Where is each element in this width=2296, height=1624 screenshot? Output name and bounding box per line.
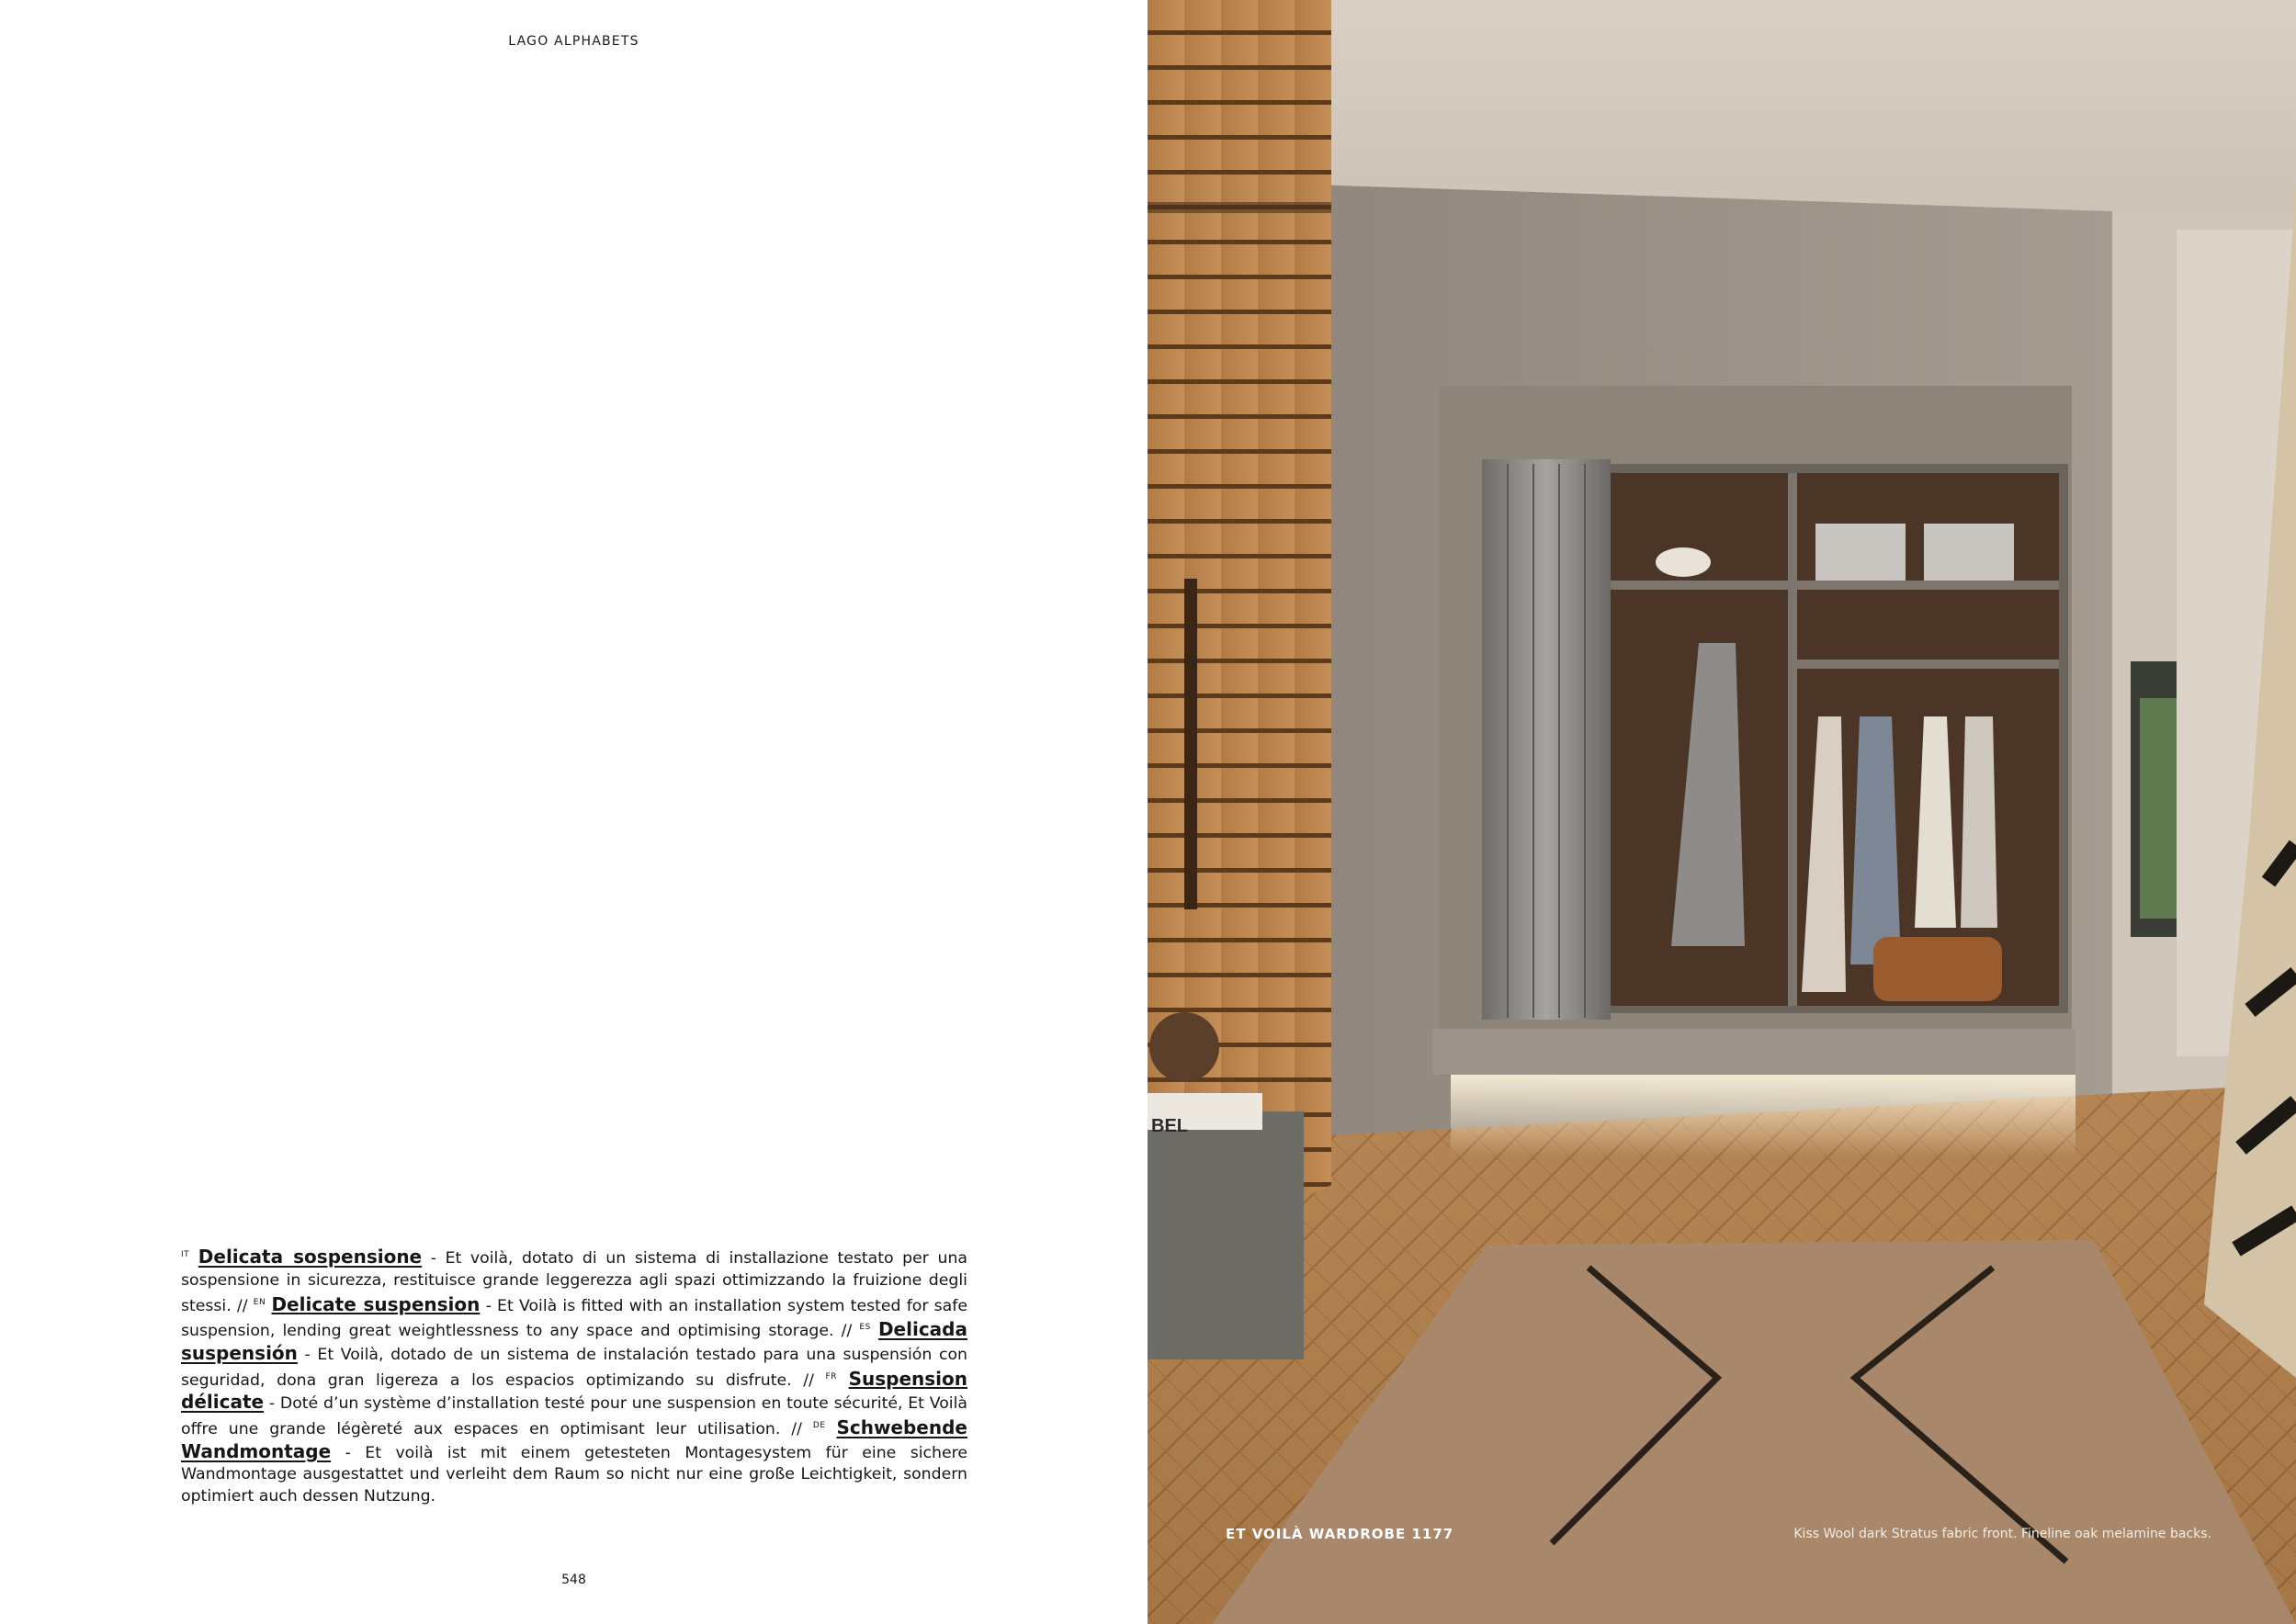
text-es: - Et Voilà, dotado de un sistema de instalación testado para una suspensión con seguridad, dona gran ligereza a los espacios optimizando su disfrute. // bbox=[181, 1345, 967, 1390]
text-fr: - Doté d’un système d’installation testé pour une suspension en toute sécurité, Et Voilà offre une grande légèreté aux espaces en optimisant leur utilisation. // bbox=[181, 1394, 967, 1438]
lang-tag-en: EN bbox=[253, 1297, 266, 1307]
material-caption: Kiss Wool dark Stratus fabric front. Fineline oak melamine backs. bbox=[1793, 1527, 2211, 1541]
multilingual-description bbox=[181, 1245, 967, 1508]
lang-tag-es: ES bbox=[859, 1323, 871, 1333]
text-it: - Et voilà, dotato di un sistema di installazione testato per una sospensione in sicurezza, restituisce grande leggerezza agli spazi ottimizzando la fruizione degli stessi. // bbox=[181, 1249, 968, 1315]
text-en: - Et Voilà is fitted with an installation system tested for safe suspension, lending great weightlessness to any space and optimising storage. // bbox=[181, 1296, 967, 1340]
product-caption: ET VOILÀ WARDROBE 1177 bbox=[1226, 1526, 1454, 1542]
heading-en: Delicate suspension bbox=[271, 1292, 481, 1315]
right-page-photo bbox=[1148, 0, 2296, 1624]
heading-de: Schwebende Wandmontage bbox=[181, 1415, 967, 1462]
lang-tag-it: IT bbox=[181, 1250, 190, 1260]
heading-es: Delicada suspensión bbox=[181, 1317, 967, 1364]
heading-it: Delicata sospensione bbox=[198, 1246, 423, 1269]
heading-fr: Suspension délicate bbox=[181, 1367, 967, 1414]
wardrobe-interior-illustration bbox=[1148, 0, 2296, 1624]
book-spine-label: BEL bbox=[1151, 1116, 1188, 1136]
lang-tag-de: DE bbox=[812, 1420, 826, 1430]
lang-tag-fr: FR bbox=[825, 1371, 837, 1382]
running-head: LAGO ALPHABETS bbox=[508, 34, 639, 49]
text-de: - Et voilà ist mit einem getesteten Montagesystem für eine sichere Wandmontage ausgestattet und verleiht dem Raum so nicht nur eine große Leichtigkeit, sondern optimiert auch dessen Nutzung. bbox=[181, 1443, 967, 1506]
page-number: 548 bbox=[561, 1573, 586, 1587]
